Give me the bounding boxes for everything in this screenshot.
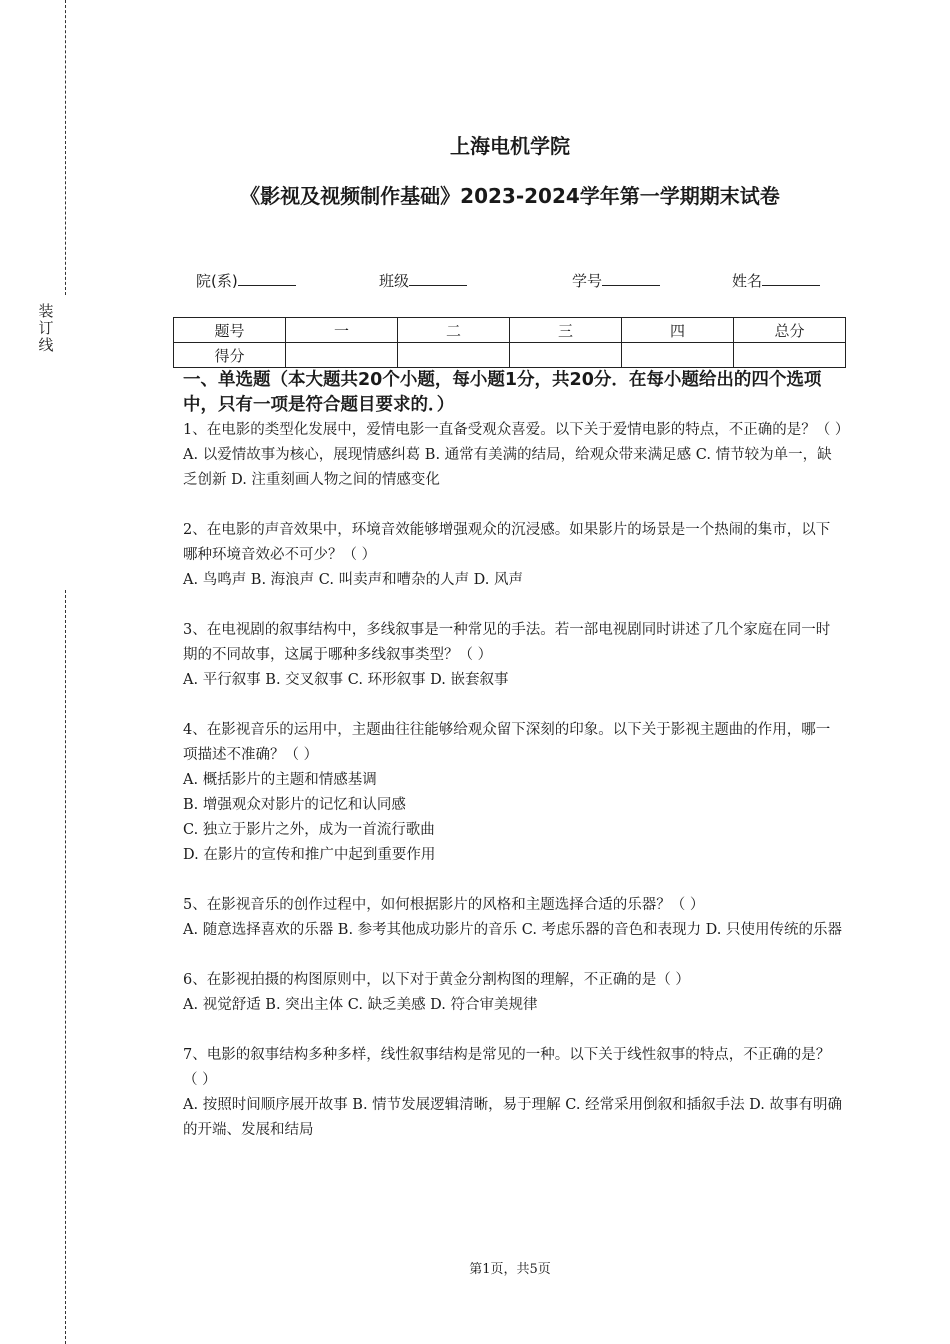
question-4: [183, 718, 843, 868]
score-cell[interactable]: [734, 343, 846, 368]
option-d: D. 在影片的宣传和推广中起到重要作用: [183, 847, 436, 863]
page-footer: 第1页，共5页: [469, 1262, 551, 1277]
section-title: 一、单选题（本大题共20个小题，每小题1分，共20分．在每小题给出的四个选项中，只有一项是符合题目要求的．）: [183, 370, 822, 415]
info-field-department: [196, 270, 296, 291]
class-blank[interactable]: [409, 270, 467, 286]
info-label: 学号: [572, 272, 603, 290]
question-options: A. 以爱情故事为核心，展现情感纠葛 B. 通常有美满的结局，给观众带来满足感 C. 情节较为单一，缺乏创新 D. 注重刻画人物之间的情感变化: [183, 447, 832, 488]
question-text: 7、电影的叙事结构多种多样，线性叙事结构是常见的一种。以下关于线性叙事的特点，不正确的是？（ ）: [183, 1047, 831, 1088]
name-blank[interactable]: [762, 270, 820, 286]
school-title: 上海电机学院: [450, 134, 570, 158]
question-text: 3、在电视剧的叙事结构中，多线叙事是一种常见的手法。若一部电视剧同时讲述了几个家庭在同一时期的不同故事，这属于哪种多线叙事类型？（ ）: [183, 622, 831, 663]
score-cell[interactable]: [398, 343, 510, 368]
info-label: 姓名: [732, 272, 763, 290]
binding-line-bottom: [65, 590, 66, 1344]
question-options: A. 平行叙事 B. 交叉叙事 C. 环形叙事 D. 嵌套叙事: [183, 672, 509, 688]
question-7: [183, 1043, 843, 1143]
question-text: 2、在电影的声音效果中，环境音效能够增强观众的沉浸感。如果影片的场景是一个热闹的集市，以下哪种环境音效必不可少？（ ）: [183, 522, 831, 563]
info-field-name: [732, 270, 820, 291]
question-text: 4、在影视音乐的运用中，主题曲往往能够给观众留下深刻的印象。以下关于影视主题曲的作用，哪一项描述不准确？（ ）: [183, 722, 831, 763]
question-options: A. 视觉舒适 B. 突出主体 C. 缺乏美感 D. 符合审美规律: [183, 997, 538, 1013]
question-options: A. 随意选择喜欢的乐器 B. 参考其他成功影片的音乐 C. 考虑乐器的音色和表现力 D. 只使用传统的乐器: [183, 922, 843, 938]
score-table-col: 一: [286, 318, 398, 343]
info-field-student-id: [572, 270, 660, 291]
question-6: [183, 968, 843, 1018]
info-label: 班级: [379, 272, 410, 290]
question-options: A. 鸟鸣声 B. 海浪声 C. 叫卖声和嘈杂的人声 D. 风声: [183, 572, 524, 588]
question-list: [183, 418, 850, 1143]
score-table-col: 总分: [734, 318, 846, 343]
score-table-header-row: [174, 318, 846, 343]
question-5: [183, 893, 843, 943]
score-table-col: 三: [510, 318, 622, 343]
option-b: B. 增强观众对影片的记忆和认同感: [183, 797, 406, 813]
score-table-col: 二: [398, 318, 510, 343]
score-cell[interactable]: [510, 343, 622, 368]
score-cell[interactable]: [622, 343, 734, 368]
option-a: A. 概括影片的主题和情感基调: [183, 772, 377, 788]
question-1: [183, 418, 850, 493]
question-3: [183, 618, 843, 693]
score-table: [173, 317, 846, 368]
binding-label: 装订线: [38, 302, 54, 354]
question-text: 6、在影视拍摄的构图原则中，以下对于黄金分割构图的理解，不正确的是（ ）: [183, 972, 690, 988]
info-label: 院(系): [196, 272, 238, 290]
score-cell[interactable]: [286, 343, 398, 368]
question-text: 1、在电影的类型化发展中，爱情电影一直备受观众喜爱。以下关于爱情电影的特点，不正确的是？（ ）: [183, 422, 850, 438]
score-table-score-row: [174, 343, 846, 368]
question-2: [183, 518, 843, 593]
department-blank[interactable]: [238, 270, 296, 286]
student-id-blank[interactable]: [602, 270, 660, 286]
score-table-col: 四: [622, 318, 734, 343]
info-field-class: [379, 270, 467, 291]
question-options: A. 按照时间顺序展开故事 B. 情节发展逻辑清晰，易于理解 C. 经常采用倒叙和插叙手法 D. 故事有明确的开端、发展和结局: [183, 1097, 843, 1138]
score-table-row-header: 题号: [174, 318, 286, 343]
option-c: C. 独立于影片之外，成为一首流行歌曲: [183, 822, 435, 838]
score-row-label: 得分: [174, 343, 286, 368]
exam-title: 《影视及视频制作基础》2023-2024学年第一学期期末试卷: [240, 184, 780, 208]
question-text: 5、在影视音乐的创作过程中，如何根据影片的风格和主题选择合适的乐器？（ ）: [183, 897, 705, 913]
